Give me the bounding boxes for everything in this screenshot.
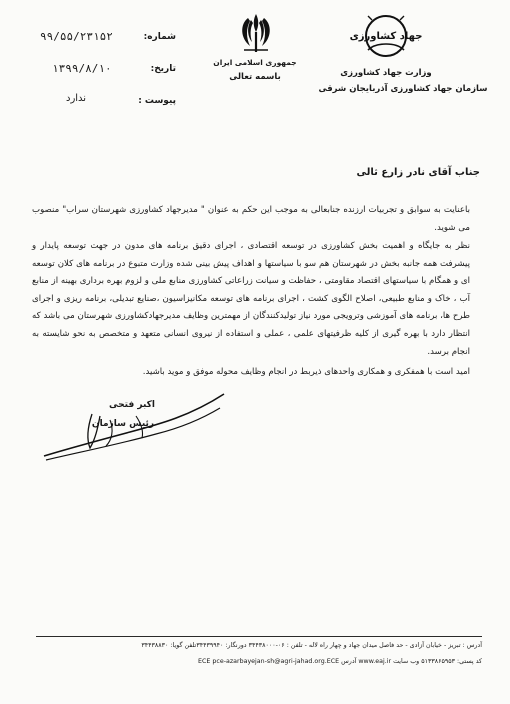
letter-date-label: تاریخ: <box>150 64 176 74</box>
footer-address: آدرس : تبریز - خیابان آزادی - حد فاصل میدان جهاد و چهار راه لاله - تلفن : ۰۶-۳۴۴۳۸۰۰۰ دورنگار: ۳۴۴۳۹۹۴۰تلفن گویا: ۳۴۴۳۸۸۳۰ <box>141 642 482 649</box>
agri-jahad-logo-icon <box>349 12 423 64</box>
government-name: جمهوری اسلامی ایران <box>213 58 297 67</box>
closing-remark: امید است با همفکری و همکاری واحدهای ذیربط در انجام وظایف محوله موفق و موید باشید. <box>142 367 470 377</box>
attachment-label: پیوست : <box>138 96 176 106</box>
invocation-text: باسمه تعالی <box>229 72 281 82</box>
paragraph-duties: نظر به جایگاه و اهمیت بخش کشاورزی در توسعه اقتصادی ، اجرای دقیق برنامه های مدون در جهت توسعه پایدار و پیشرفت همه جانبه بخش در شهرستان هم سو با سیاستها و اهداف پیش بینی شده وزارت متبوع در برنامه های کلان توسعه ای و همگام با سیاستهای اقتصاد مقاومتی ، حفاظت و سیانت زراعاتی کشاورزی منابع ملی و لزوم بهره برداری بهینه از منابع آب ، خاک و منابع طبیعی، اصلاح الگوی کشت ، اجرای برنامه های توسعه مکانیزاسیون ،صنایع تبدیلی، برنامه ریزی و اجرای طرح ها، برنامه های آموزشی وترویجی مورد نیاز تولیدکنندگان از مهمترین وظایف مدیرجهادکشاورزی شهرستان می باشد که انتظار دارد با بهره گیری از کلیه ظرفیتهای علمی ، عملی و استفاده از نیروی انسانی متعهد و متخصص به نحو شایسته به انجام برسد. <box>32 241 470 357</box>
signer-name: اکبر فتحی <box>109 400 155 410</box>
letter-date-value: ۱۳۹۹/۸/۱۰ <box>52 62 112 75</box>
handwritten-signature <box>40 386 230 466</box>
logo-text: جهاد کشاورزی <box>349 31 423 42</box>
signer-title: رئیس سازمان <box>91 419 155 429</box>
ministry-name: وزارت جهاد کشاورزی <box>340 68 432 78</box>
paragraph-appointment: باعنایت به سوابق و تجربیات ارزنده جنابعالی به موجب این حکم به عنوان " مدیرجهاد کشاورزی شهرستان سراب" منصوب می شوید. <box>32 205 470 233</box>
footer-divider <box>36 636 482 637</box>
letter-number-label: شماره: <box>143 32 176 42</box>
attachment-value: ندارد <box>66 93 87 104</box>
iran-emblem-icon <box>236 12 276 56</box>
footer-contact: کد پستی: ۵۱۳۳۸۶۵۹۵۳ وب سایت www.eaj.ir آدرس ECE pce-azarbayejan-sh@agri-jahad.org.ECE <box>198 658 482 665</box>
organization-name: سازمان جهاد کشاورزی آذربایجان شرقی <box>318 84 488 94</box>
addressee: جناب آقای نادر زارع ثالی <box>356 167 480 178</box>
letter-number-value: ۹۹/۵۵/۲۳۱۵۲ <box>40 30 113 43</box>
